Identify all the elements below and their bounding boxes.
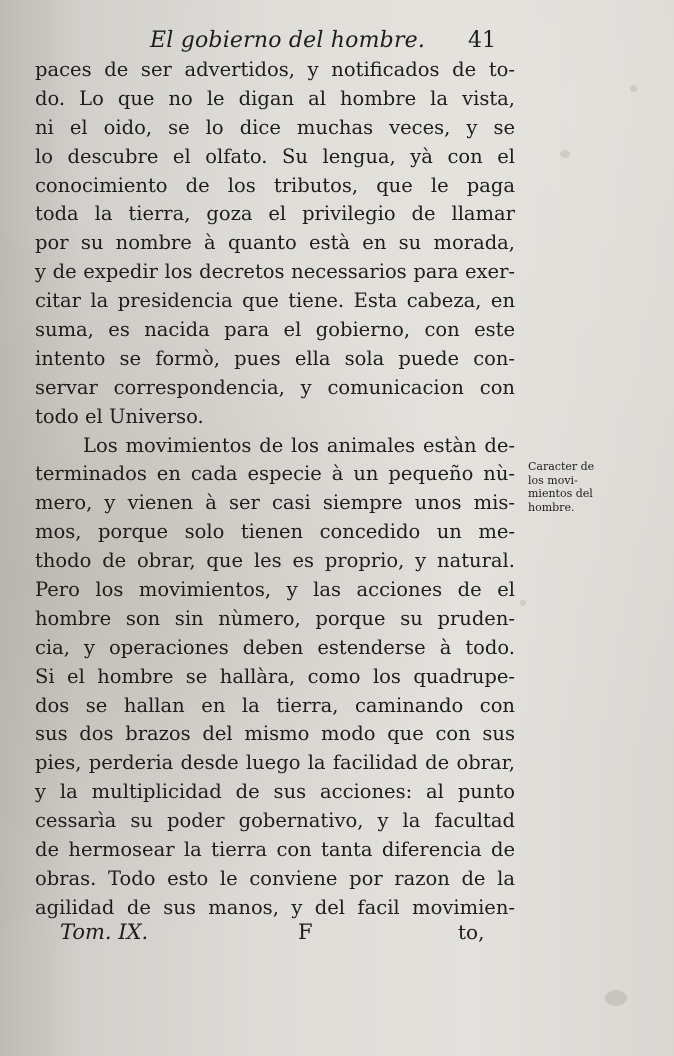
text-line: terminados en cada especie à un pequeño nù-	[35, 462, 515, 486]
text-line: cessarìa su poder gobernativo, y la facultad	[35, 809, 515, 833]
margin-note-line: los movi-	[528, 473, 578, 487]
text-line: thodo de obrar, que les es proprio, y natural.	[35, 549, 515, 573]
text-line: ni el oido, se lo dice muchas veces, y se	[35, 115, 515, 139]
text-line: do. Lo que no le digan al hombre la vista,	[35, 86, 515, 110]
page-number: 41	[468, 28, 496, 53]
text-line: sus dos brazos del mismo modo que con sus	[35, 722, 515, 746]
running-head	[150, 28, 510, 58]
text-line: conocimiento de los tributos, que le paga	[35, 173, 515, 197]
paper-stain	[605, 990, 627, 1006]
text-line: mero, y vienen à ser casi siempre unos mis-	[35, 491, 515, 515]
margin-note-line: Caracter de	[528, 460, 595, 473]
text-line: por su nombre à quanto està en su morada,	[35, 231, 515, 255]
page-footer	[60, 920, 500, 950]
signature-mark: F	[298, 920, 313, 944]
text-line: cia, y operaciones deben estenderse à todo.	[35, 635, 515, 659]
text-line: y la multiplicidad de sus acciones: al punto	[35, 780, 515, 804]
margin-note-line: mientos del	[528, 487, 593, 500]
margin-note	[528, 460, 608, 514]
text-line: lo descubre el olfato. Su lengua, yà con el	[35, 144, 515, 168]
volume-signature: Tom. IX.	[60, 920, 149, 944]
catchword: to,	[458, 920, 485, 944]
text-line: hombre son sin nùmero, porque su pruden-	[35, 606, 515, 630]
text-line: de hermosear la tierra con tanta diferencia de	[35, 838, 515, 862]
body-text	[35, 56, 515, 923]
text-line: pies, perderia desde luego la facilidad de obrar,	[35, 751, 515, 775]
text-line: toda la tierra, goza el privilegio de llamar	[35, 202, 515, 226]
text-line: paces de ser advertidos, y notificados de to-	[35, 58, 515, 81]
text-line: intento se formò, pues ella sola puede con-	[35, 346, 515, 370]
text-line: servar correspondencia, y comunicacion con	[35, 375, 515, 399]
paper-stain	[560, 150, 570, 158]
text-line: mos, porque solo tienen concedido un me-	[35, 520, 515, 544]
text-line: Los movimientos de los animales estàn de-	[83, 433, 515, 457]
running-title: El gobierno del hombre.	[150, 28, 426, 53]
text-line: suma, es nacida para el gobierno, con este	[35, 318, 515, 342]
text-line: citar la presidencia que tiene. Esta cabeza, en	[35, 289, 515, 313]
text-line: todo el Universo.	[35, 404, 204, 428]
paper-stain	[630, 85, 637, 92]
text-line: dos se hallan en la tierra, caminando con	[35, 693, 515, 717]
text-line: Pero los movimientos, y las acciones de el	[35, 578, 515, 602]
text-line: obras. Todo esto le conviene por razon de la	[35, 866, 515, 890]
text-line: agilidad de sus manos, y del facil movimien-	[35, 895, 515, 919]
text-line: y de expedir los decretos necessarios para exer-	[35, 260, 515, 284]
paper-stain	[520, 600, 526, 606]
margin-note-line: hombre.	[528, 500, 575, 514]
text-line: Si el hombre se hallàra, como los quadrupe-	[35, 664, 515, 688]
